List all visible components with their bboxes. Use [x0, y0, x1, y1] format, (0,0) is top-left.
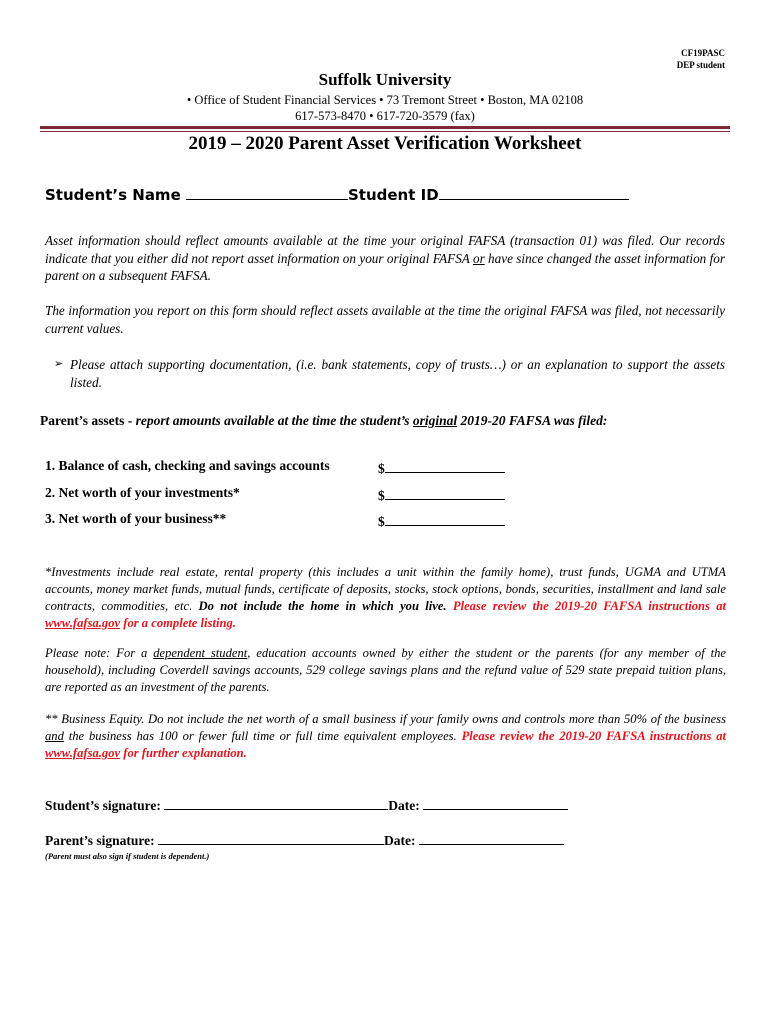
- fafsa-link-2[interactable]: www.fafsa.gov: [45, 746, 121, 760]
- phone-line: 617-573-8470 • 617-720-3579 (fax): [295, 109, 475, 123]
- parent-signature-line: [45, 832, 564, 849]
- asset-row-investments-amount: $: [378, 485, 505, 504]
- business-amount-field[interactable]: [385, 511, 505, 526]
- asset-row-cash-amount: $: [378, 458, 505, 477]
- student-info-line: [45, 185, 629, 204]
- student-signature-label: Student’s signature:: [45, 798, 161, 813]
- intro-paragraph-2: The information you report on this form should reflect assets available at the time the original FAFSA was filed, not necessarily current values.: [45, 303, 725, 336]
- header-divider-thin: [40, 131, 730, 132]
- student-name-label: Student’s Name: [45, 186, 181, 204]
- parents-assets-heading: Parent’s assets - report amounts available at the time the student’s original 2019-20 FAFSA was filed:: [40, 413, 608, 428]
- student-date-field[interactable]: [423, 797, 568, 810]
- investments-footnote: *Investments include real estate, rental property (this includes a unit within the family home), trust funds, UGMA and UTMA accounts, money market funds, mutual funds, certificate of deposits, stocks, stock options, bonds, securities, installment and land sale contracts, commodities, etc. Do not include the home in which you live. Please review the 2019-20 FAFSA instructions at www.fafsa.gov for a complete listing.: [45, 565, 726, 630]
- cash-amount-field[interactable]: [385, 458, 505, 473]
- parent-date-field[interactable]: [419, 832, 564, 845]
- form-code-sub: DEP student: [676, 60, 725, 70]
- asset-row-business-amount: $: [378, 511, 505, 530]
- page-title: 2019 – 2020 Parent Asset Verification Worksheet: [188, 133, 582, 154]
- investments-amount-field[interactable]: [385, 485, 505, 500]
- parent-date-label: Date:: [384, 833, 416, 848]
- parent-signature-field[interactable]: [158, 832, 384, 845]
- asset-row-cash-label: 1. Balance of cash, checking and savings accounts: [45, 458, 330, 473]
- student-date-label: Date:: [388, 798, 420, 813]
- intro-paragraph-1: Asset information should reflect amounts available at the time your original FAFSA (transaction 01) was filed. Our records indicate that you either did not report asset information on your original FAFSA or have since changed the asset information for parent on a subsequent FAFSA.: [45, 233, 725, 283]
- student-id-field[interactable]: [439, 185, 629, 200]
- parent-sign-note: (Parent must also sign if student is dependent.): [45, 851, 210, 861]
- asset-row-investments-label: 2. Net worth of your investments*: [45, 485, 240, 500]
- fafsa-link[interactable]: www.fafsa.gov: [45, 616, 121, 630]
- student-id-label: Student ID: [347, 186, 439, 204]
- documentation-bullet: ➢ Please attach supporting documentation, (i.e. bank statements, copy of trusts…) or an explanation to support the assets listed.: [54, 357, 725, 390]
- dependent-student-note: Please note: For a dependent student, education accounts owned by either the student or the parents (for any member of the household), including Coverdell savings accounts, 529 college savings plans and the refund value of 529 state prepaid tuition plans, are reported as an investment of the parents.: [45, 646, 727, 694]
- header-divider-thick: [40, 126, 730, 129]
- address-line: • Office of Student Financial Services • 73 Tremont Street • Boston, MA 02108: [186, 93, 584, 107]
- business-equity-footnote: ** Business Equity. Do not include the net worth of a small business if your family owns and controls more than 50% of the business and the business has 100 or fewer full time or full time equivalent employees. Please review the 2019-20 FAFSA instructions at www.fafsa.gov for further explanation.: [45, 712, 726, 760]
- student-signature-line: [45, 797, 568, 814]
- student-name-field[interactable]: [186, 185, 348, 200]
- office-address: [0, 92, 770, 124]
- form-code: [677, 47, 725, 71]
- arrow-bullet-icon: ➢: [54, 358, 64, 370]
- form-code-id: CF19PASC: [681, 48, 725, 58]
- parent-signature-label: Parent’s signature:: [45, 833, 155, 848]
- university-name: Suffolk University: [318, 70, 452, 89]
- student-signature-field[interactable]: [164, 797, 388, 810]
- asset-row-business-label: 3. Net worth of your business**: [45, 511, 227, 526]
